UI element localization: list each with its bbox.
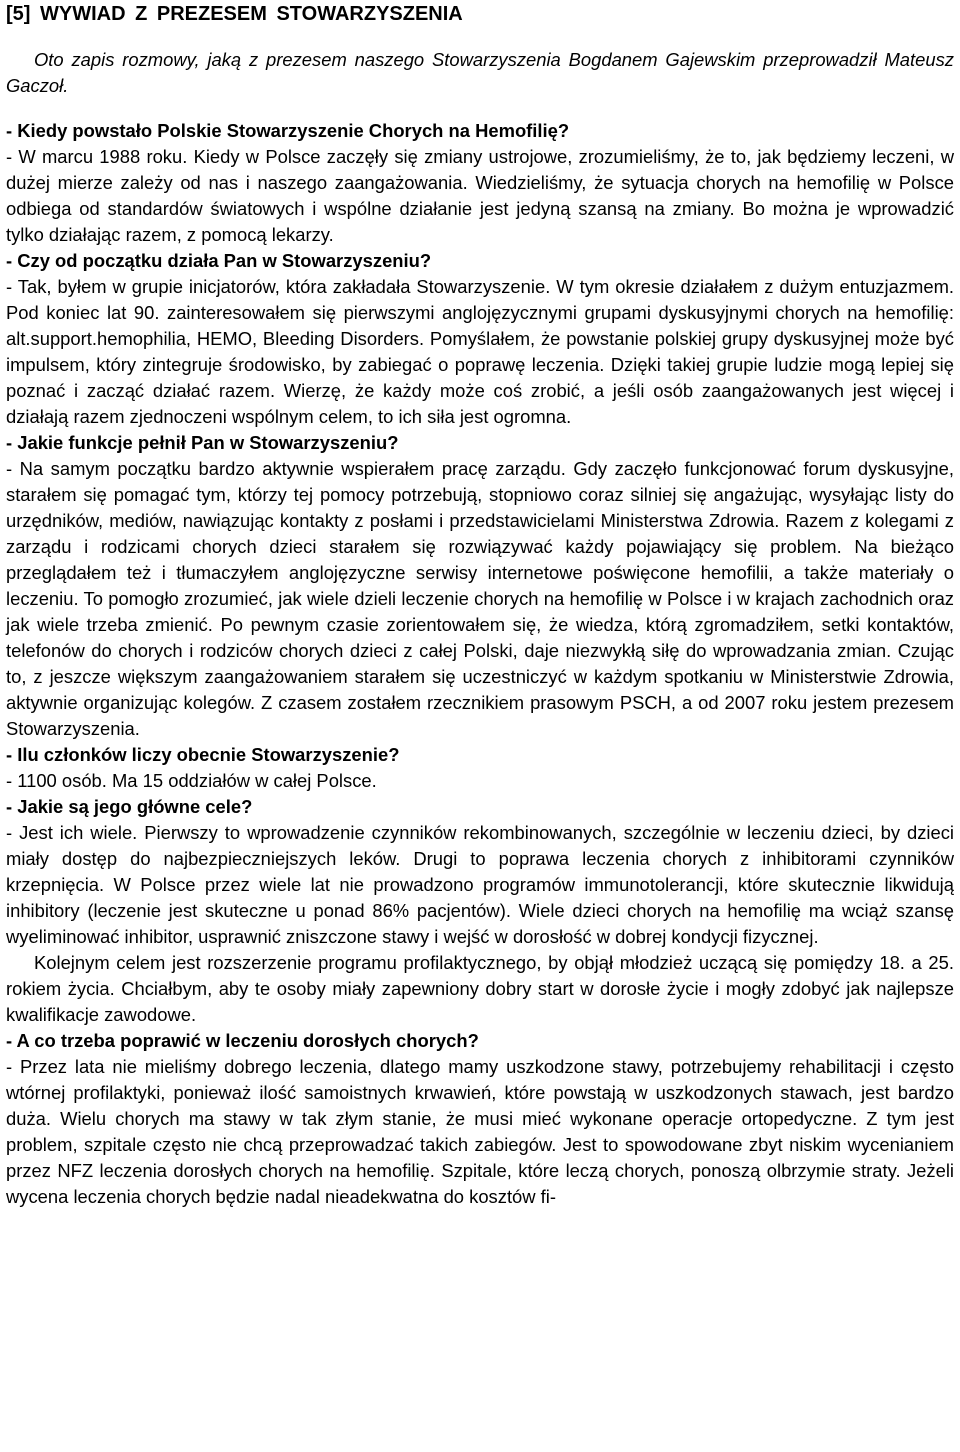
answer: - Przez lata nie mieliśmy dobrego leczenia, dlatego mamy uszkodzone stawy, potrzebujemy rehabilitacji i często wtórnej profilaktyki, ponieważ ilość samoistnych krwawień, które powstają w uszkodzonych stawach, jest bardzo duża. Wielu chorych ma stawy w tak złym stanie, że musi mieć wykonane operacje ortopedyczne. Z tym jest problem, szpitale często nie chcą przeprowadzać takich zabiegów. Jest to spowodowane zbyt niskim wycenianiem przez NFZ leczenia dorosłych chorych na hemofilię. Szpitale, które leczą chorych, ponoszą olbrzymie straty. Jeżeli wycena leczenia chorych będzie nadal nieadekwatna do kosztów fi- — [6, 1056, 954, 1207]
answer: - Jest ich wiele. Pierwszy to wprowadzenie czynników rekombinowanych, szczególnie w leczeniu dzieci, by dzieci miały dostęp do najbezpieczniejszych leków. Drugi to poprawa leczenia chorych z inhibitorami czynników krzepnięcia. W Polsce przez wiele lat nie prowadzono programów immunotolerancji, które skutecznie likwidują inhibitory (leczenie jest skuteczne u ponad 86% pacjentów). Wiele dzieci chorych na hemofilię ma wciąż szansę wyeliminować inhibitor, usprawnić zniszczone stawy i wejść w dorosłość w dobrej kondycji fizycznej. — [6, 822, 954, 947]
intro-paragraph: Oto zapis rozmowy, jaką z prezesem naszego Stowarzyszenia Bogdanem Gajewskim przeprowadził Mateusz Gaczoł. — [6, 49, 954, 96]
question: - Jakie funkcje pełnił Pan w Stowarzyszeniu? — [6, 432, 399, 453]
answer: - W marcu 1988 roku. Kiedy w Polsce zaczęły się zmiany ustrojowe, zrozumieliśmy, że to, jak będziemy leczeni, w dużej mierze zależy od nas i naszego zaangażowania. Wiedzieliśmy, że sytuacja chorych na hemofilię w Polsce odbiega od standardów światowych i wspólne działanie jest jedyną szansą na zmiany. Bo można je wprowadzić tylko działając razem, z pomocą lekarzy. — [6, 146, 954, 245]
document-page — [6, 0, 954, 1210]
answer-continuation: Kolejnym celem jest rozszerzenie programu profilaktycznego, by objął młodzież uczącą się pomiędzy 18. a 25. rokiem życia. Chciałbym, aby te osoby miały zapewniony dobry start w dorosłe życie i mogły zdobyć jak najlepsze kwalifikacje zawodowe. — [6, 952, 954, 1025]
question: - Kiedy powstało Polskie Stowarzyszenie Chorych na Hemofilię? — [6, 120, 570, 141]
question: - Ilu członków liczy obecnie Stowarzyszenie? — [6, 744, 400, 765]
interview-body — [6, 118, 954, 1210]
answer: - 1100 osób. Ma 15 oddziałów w całej Polsce. — [6, 770, 377, 791]
answer: - Na samym początku bardzo aktywnie wspierałem pracę zarządu. Gdy zaczęło funkcjonować forum dyskusyjne, starałem się pomagać tym, którzy tej pomocy potrzebują, stopniowo coraz silniej się angażując, wysyłając listy do urzędników, mediów, nawiązując kontakty z posłami i przedstawicielami Ministerstwa Zdrowia. Razem z kolegami z zarządu i rodzicami chorych dzieci starałem się rozwiązywać każdy pojawiający się problem. Na bieżąco przeglądałem też i tłumaczyłem anglojęzyczne serwisy internetowe poświęcone hemofilii, a także materiały o leczeniu. To pomogło zrozumieć, jak wiele dzieli leczenie chorych na hemofilię w Polsce i w krajach zachodnich oraz jak wiele trzeba zmienić. Po pewnym czasie zorientowałem się, że wiedza, którą zgromadziłem, setki kontaktów, telefonów do chorych i rodziców chorych dzieci z całej Polski, daje niezwykłą siłę do wprowadzania zmian. Czując to, z jeszcze większym zaangażowaniem starałem się uczestniczyć w każdym spotkaniu w Ministerstwie Zdrowia, aktywnie organizując kolegów. Z czasem zostałem rzecznikiem prasowym PSCH, a od 2007 roku jestem prezesem Stowarzyszenia. — [6, 458, 954, 739]
question: - A co trzeba poprawić w leczeniu dorosłych chorych? — [6, 1030, 479, 1051]
section-title: [5] WYWIAD Z PREZESEM STOWARZYSZENIA — [6, 3, 463, 25]
question: - Czy od początku działa Pan w Stowarzyszeniu? — [6, 250, 432, 271]
question: - Jakie są jego główne cele? — [6, 796, 253, 817]
answer: - Tak, byłem w grupie inicjatorów, która zakładała Stowarzyszenie. W tym okresie działałem z dużym entuzjazmem. Pod koniec lat 90. zainteresowałem się pierwszymi anglojęzycznymi grupami dyskusyjnymi chorych na hemofilię: alt.support.hemophilia, HEMO, Bleeding Disorders. Pomyślałem, że powstanie polskiej grupy dyskusyjnej może być impulsem, który zintegruje środowisko, by zabiegać o poprawę leczenia. Dzięki takiej grupie ludzie mogą lepiej się poznać i zacząć działać razem. Wierzę, że każdy może coś zrobić, a jeśli osób zaangażowanych jest więcej i działają razem zjednoczeni wspólnym celem, to ich siła jest ogromna. — [6, 276, 954, 427]
